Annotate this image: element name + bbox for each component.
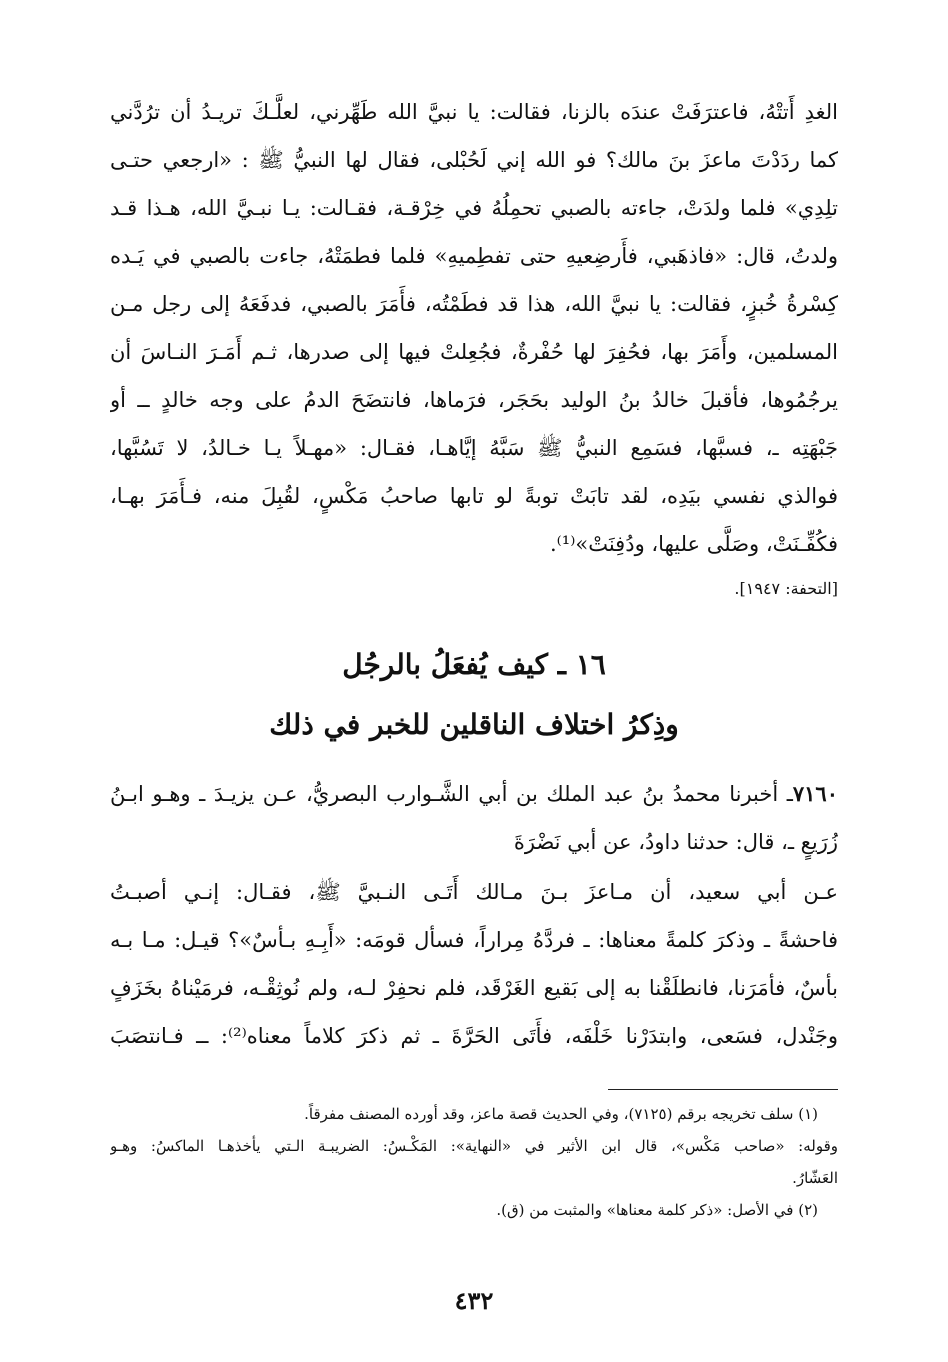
text-line: يرجُمُوها، فأقبلَ خالدُ بنُ الوليد بحَجَر، فرَماها، فانتضَحَ الدمُ على وجه خالدٍ ــ أو <box>110 388 838 412</box>
footnote-divider <box>608 1089 838 1090</box>
footnote-1-continued: العَشّارُ. <box>792 1169 838 1187</box>
footnote-1-continued: وقوله: «صاحب مَكْس»، قال ابن الأثير في «النهاية»: المَكْـسُ: الضريبـة الـتي يأخذهـا الماكسُ: وهـو <box>110 1137 838 1155</box>
footnotes <box>110 1098 838 1226</box>
hadith-isnad-paragraph <box>110 770 838 866</box>
text-line: زُرَيعٍ ـ، قال: حدثنا داودُ، عن أبي نَضْرَةَ <box>513 830 838 854</box>
text-line: فاحشةً ـ وذكرَ كلمةً معناها: ـ فردَّهُ مِراراً، فسأل قومَه: «أَبِـهِ بـأسٌ»؟ قيـل: مـا بـه <box>110 928 838 952</box>
hadith-matn-paragraph <box>110 868 838 1060</box>
hadith-number: ٧١٦٠ <box>792 781 838 806</box>
footnote-2: (٢) في الأصل: «ذكر كلمة معناها» والمثبت من (ق). <box>496 1201 818 1219</box>
text-line: جَبْهَتِه ـ، فسبَّها، فسَمِع النبيُّ ﷺ سَبَّهُ إيَّاهـا، فقـال: «مهـلاً يـا خـالدُ، لا تَسُبَّها، <box>110 436 838 460</box>
text-line: كما ردَدْتَ ماعزَ بنَ مالك؟ فو الله إني لَحُبْلى، فقال لها النبيُّ ﷺ : «ارجعي حتـى <box>110 148 838 172</box>
text-line: فوالذي نفسي بيَدِه، لقد تابَتْ توبةً لو تابها صاحبُ مَكْسٍ، لقُبِلَ منه، فـأَمَرَ بهـا، <box>110 484 838 508</box>
text-line: كِسْرةُ خُبزٍ، فقالت: يا نبيَّ الله، هذا قد فطَمْتُه، فأَمَرَ بالصبي، فدفَعَهُ إلى رجل مـن <box>110 292 838 316</box>
text-line: بأسٌ، فأمَرَنا، فانطلَقْنا به إلى بَقيع الغَرْقَد، فلم نحفِرْ لـه، ولم نُوثِقْـه، فرمَيْناهُ بخَزَفٍ <box>110 976 838 1000</box>
text-line: ولدتُ، قال: «فاذهَبي، فأَرضِعيهِ حتى تفطِميهِ» فلما فطمَتْهُ، جاءت بالصبي في يَـده <box>110 244 838 268</box>
isnad-text: ـ أخبرنا محمدُ بنُ عبد الملك بن أبي الشَّـوارب البصريُّ، عـن يزيـدَ ـ وهـو ابـنُ <box>110 782 793 806</box>
text-line: وجَنْدل، فسَعى، وابتدَرْنا خَلْفَه، فأَتَى الحَرَّةَ ـ ثم ذكرَ كلاماً معناه⁽²⁾: ــ فـانتصَبَ <box>110 1024 838 1048</box>
chapter-title: ١٦ ـ كيف يُفعَلُ بالرجُل <box>342 648 606 681</box>
text-line: تلِدِي» فلما ولدَتْ، جاءته بالصبي تحمِلُهُ في خِرْقـة، فقـالت: يـا نبـيَّ الله، هـذا قـد <box>110 196 838 220</box>
page-number: ٤٣٢ <box>454 1286 494 1315</box>
text-line: المسلمين، وأَمَرَ بها، فحُفِرَ لها حُفْرةٌ، فجُعِلتْ فيها إلى صدرها، ثـم أَمَـرَ النـاسَ أن <box>110 340 838 364</box>
chapter-subtitle: وذِكرُ اختلاف الناقلين للخبر في ذلك <box>269 708 679 741</box>
source-reference: [التحفة: ١٩٤٧]. <box>734 579 838 598</box>
text-line: عـن أبي سعيد، أن مـاعزَ بـنَ مـالك أَتَـى النـبيَّ ﷺ، فقـال: إنـي أصبـتُ <box>110 880 838 904</box>
text-line <box>110 770 838 818</box>
hadith-paragraph-continuation <box>110 88 838 568</box>
text-line: فكُفِّـنَتْ، وصَلَّى عليها، ودُفِنَتْ»⁽¹⁾. <box>549 532 838 556</box>
footnote-1: (١) سلف تخريجه برقم (٧١٢٥)، وفي الحديث قصة ماعز، وقد أورده المصنف مفرقاً. <box>304 1105 818 1123</box>
text-line: الغدِ أَتتْهُ، فاعترَفَتْ عندَه بالزنا، فقالت: يا نبيَّ الله طَهِّرني، لعلَّـكَ تريـدُ أن ترُدَّني <box>110 100 838 124</box>
